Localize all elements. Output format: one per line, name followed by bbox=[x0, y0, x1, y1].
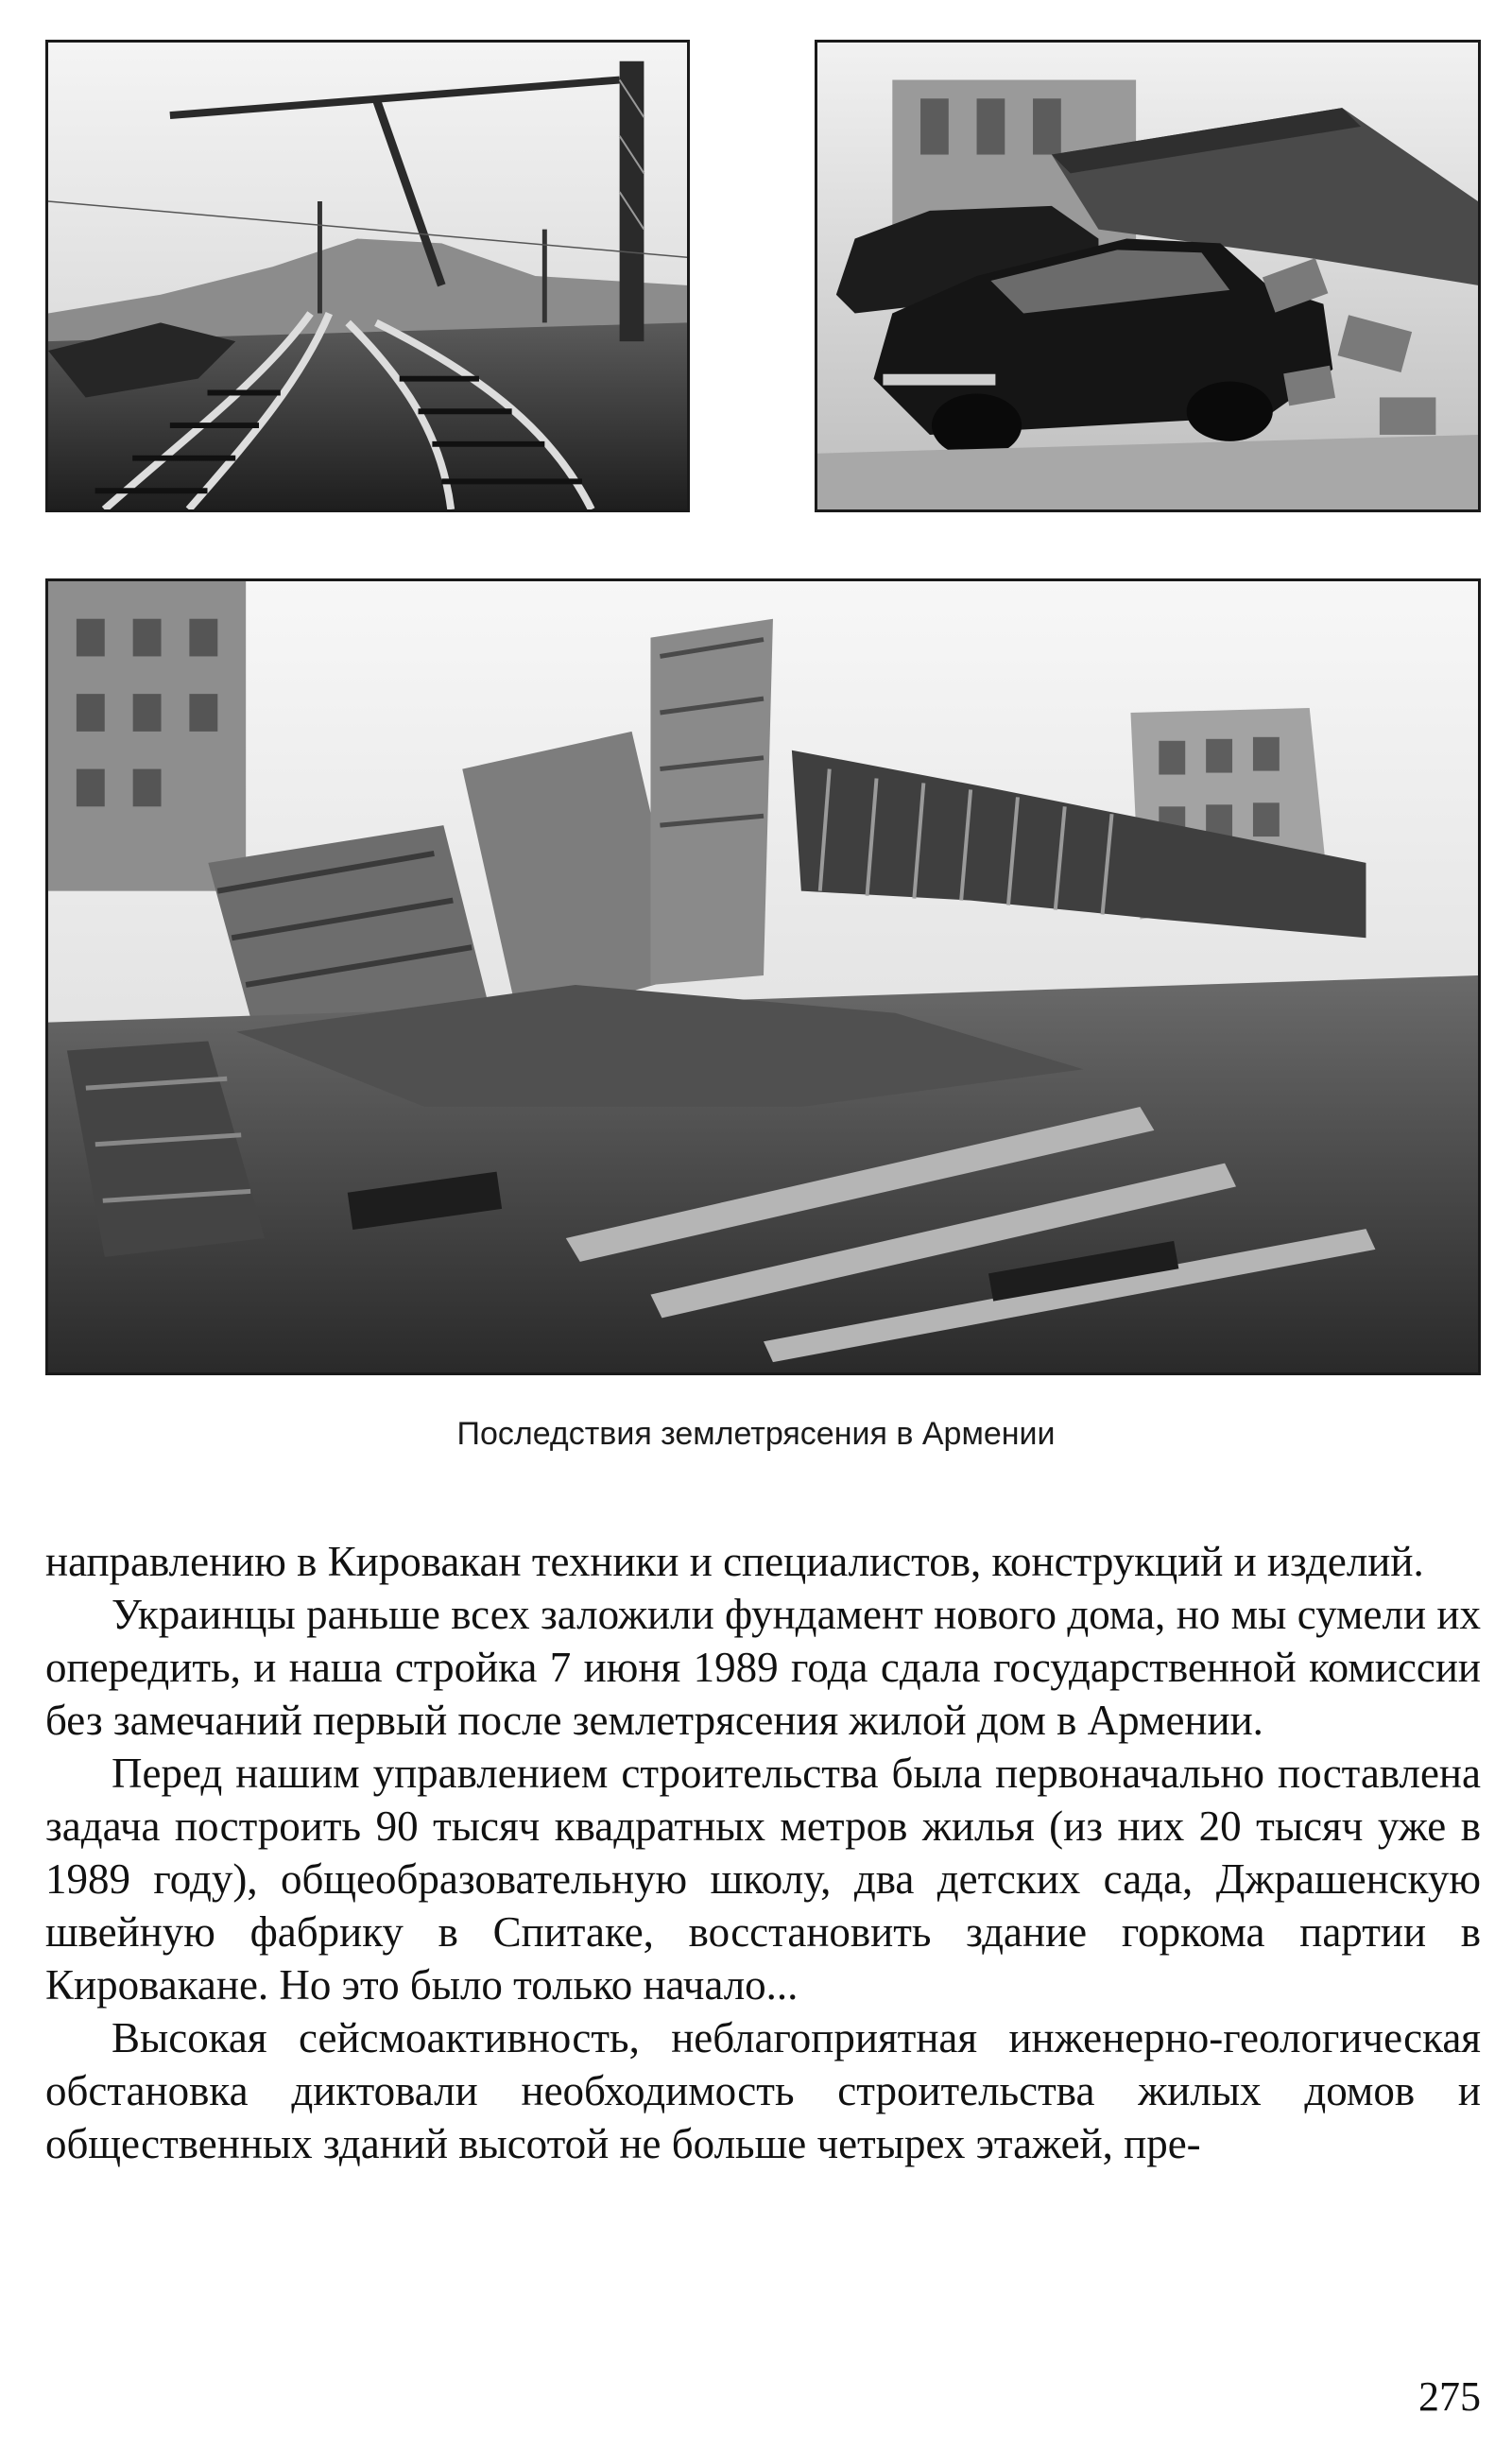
page-number: 275 bbox=[1418, 2373, 1481, 2420]
paragraph: Высокая сейсмоактивность, неблагоприятная инженерно-геологическая обстановка диктовали необходимость строительства жилых домов и общественных зданий высотой не больше четырех этажей, пре- bbox=[45, 2014, 1481, 2167]
photo-damaged-railway bbox=[45, 40, 690, 512]
car-photo-illustration bbox=[817, 43, 1478, 509]
photo-crushed-car bbox=[815, 40, 1481, 512]
body-text bbox=[45, 1535, 1481, 2170]
railway-photo-illustration bbox=[48, 43, 687, 509]
paragraph: Перед нашим управлением строительства была первоначально поставлена задача построить 90 тысяч квадратных метров жилья (из них 20 тысяч уже в 1989 году), общеобразовательную школу, два детских сада, Джрашенскую швейную фабрику в Спитаке, восстановить здание горкома партии в Кировакане. Но это было только начало... bbox=[45, 1750, 1481, 2009]
paragraph: направлению в Кировакан техники и специалистов, конструкций и изделий. bbox=[45, 1538, 1424, 1585]
photo-collapsed-buildings bbox=[45, 578, 1481, 1375]
paragraph: Украинцы раньше всех заложили фундамент нового дома, но мы сумели их опередить, и наша стройка 7 июня 1989 года сдала государственной комиссии без замечаний первый после землетрясения жилой дом в Армении. bbox=[45, 1591, 1481, 1744]
ruins-photo-illustration bbox=[48, 581, 1478, 1372]
photo-caption: Последствия землетрясения в Армении bbox=[456, 1416, 1056, 1452]
